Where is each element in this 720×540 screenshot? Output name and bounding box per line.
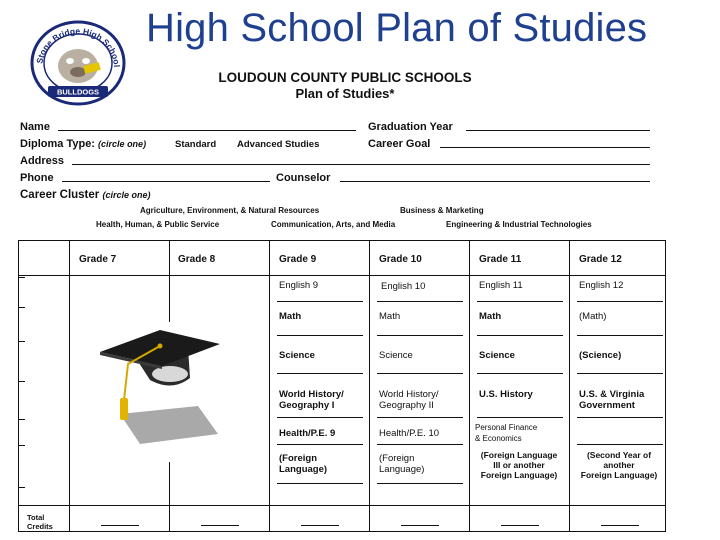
g10-foreign-1: (Foreign xyxy=(379,453,415,464)
total-g7-line xyxy=(101,525,139,526)
cluster-agriculture: Agriculture, Environment, & Natural Resources xyxy=(140,206,320,215)
address-label: Address xyxy=(20,155,65,167)
g11-english: English 11 xyxy=(479,280,523,291)
g9-math: Math xyxy=(279,311,302,322)
document-heading: LOUDOUN COUNTY PUBLIC SCHOOLS xyxy=(218,70,472,85)
header-grade-11: Grade 11 xyxy=(479,254,522,265)
header-grade-10: Grade 10 xyxy=(379,254,422,265)
g12-foreign-3: Foreign Language) xyxy=(580,470,658,480)
document-subheading: Plan of Studies* xyxy=(295,86,395,101)
g10-english: English 10 xyxy=(381,281,426,292)
g12-math: (Math) xyxy=(579,311,607,322)
diploma-type-label xyxy=(20,138,146,150)
total-label: Total xyxy=(27,513,45,522)
g11-history: U.S. History xyxy=(479,389,533,400)
g9-history-1: World History/ xyxy=(279,389,344,400)
cluster-communication: Communication, Arts, and Media xyxy=(271,220,396,229)
g11-finance-1: Personal Finance xyxy=(475,423,538,432)
g12-foreign-2: another xyxy=(603,460,635,470)
diploma-standard-option: Standard xyxy=(175,139,217,150)
g10-science: Science xyxy=(379,350,413,361)
g10-history-2: Geography II xyxy=(379,400,434,411)
header-grade-9: Grade 9 xyxy=(279,254,317,265)
graduation-year-line xyxy=(466,130,650,131)
logo-banner-text: BULLDOGS xyxy=(56,87,100,97)
counselor-label: Counselor xyxy=(276,172,331,184)
g9-health: Health/P.E. 9 xyxy=(279,428,336,439)
g12-government-1: U.S. & Virginia xyxy=(579,389,645,400)
g11-foreign-3: Foreign Language) xyxy=(480,470,558,480)
total-g10-line xyxy=(401,525,439,526)
g12-science: (Science) xyxy=(579,350,622,361)
header-grade-8: Grade 8 xyxy=(178,254,216,265)
g12-foreign-1: (Second Year of xyxy=(586,450,652,460)
graduation-cap-icon xyxy=(80,322,230,462)
diploma-circle-note: (circle one) xyxy=(98,139,147,149)
g11-science: Science xyxy=(479,350,515,361)
g11-math: Math xyxy=(479,311,502,322)
cluster-health: Health, Human, & Public Service xyxy=(96,220,220,229)
g9-history-2: Geography I xyxy=(279,400,335,411)
g10-history-1: World History/ xyxy=(379,389,439,400)
g10-foreign-2: Language) xyxy=(379,464,425,475)
diploma-advanced-option: Advanced Studies xyxy=(237,139,320,150)
total-g9-line xyxy=(301,525,339,526)
name-label: Name xyxy=(20,121,50,133)
career-goal-line xyxy=(440,147,650,148)
diploma-type-text: Diploma Type: xyxy=(20,138,95,150)
header-grade-12: Grade 12 xyxy=(579,254,622,265)
cluster-engineering: Engineering & Industrial Technologies xyxy=(446,220,592,229)
g10-health: Health/P.E. 10 xyxy=(379,428,440,439)
career-cluster-text: Career Cluster xyxy=(20,189,100,201)
total-g12-line xyxy=(601,525,639,526)
career-goal-label: Career Goal xyxy=(368,138,431,150)
total-g11-line xyxy=(501,525,539,526)
phone-line xyxy=(62,181,270,182)
g12-english: English 12 xyxy=(579,280,624,291)
g9-english: English 9 xyxy=(279,280,319,291)
g12-government-2: Government xyxy=(579,400,635,411)
g9-science: Science xyxy=(279,350,315,361)
career-cluster-label xyxy=(20,189,150,201)
g9-foreign-2: Language) xyxy=(279,464,328,475)
career-cluster-circle-note: (circle one) xyxy=(102,190,151,200)
counselor-line xyxy=(340,181,650,182)
g11-foreign-2: III or another xyxy=(493,460,545,470)
logo-ring-text: Stone Bridge High School xyxy=(34,25,123,68)
header-grade-7: Grade 7 xyxy=(79,254,117,265)
total-g8-line xyxy=(201,525,239,526)
g11-foreign-1: (Foreign Language xyxy=(480,450,558,460)
slide-title: High School Plan of Studies xyxy=(146,6,648,50)
name-line xyxy=(58,130,356,131)
g11-finance-2: & Economics xyxy=(475,434,522,443)
credits-label: Credits xyxy=(27,522,53,531)
phone-label: Phone xyxy=(20,172,54,184)
graduation-year-label: Graduation Year xyxy=(368,121,453,133)
g10-math: Math xyxy=(379,311,401,322)
g9-foreign-1: (Foreign xyxy=(279,453,317,464)
school-logo xyxy=(30,20,126,106)
left-edge-ticks xyxy=(19,241,25,531)
address-line xyxy=(72,164,650,165)
cluster-business: Business & Marketing xyxy=(400,206,484,215)
